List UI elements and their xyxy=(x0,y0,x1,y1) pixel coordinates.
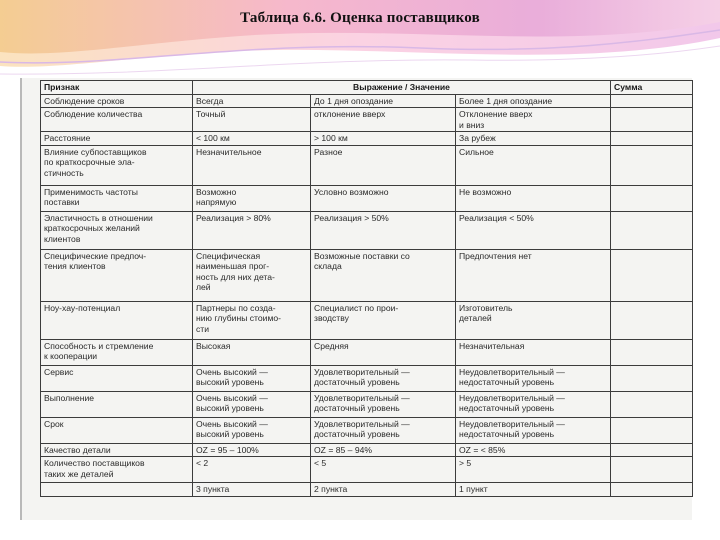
row-value-cell: Предпочтения нет xyxy=(456,249,611,301)
table-row xyxy=(41,145,693,185)
header-feature: Признак xyxy=(41,81,193,95)
table-row xyxy=(41,185,693,211)
row-sum-cell xyxy=(611,443,693,457)
row-value-cell: Неудовлетворительный — недостаточный уровень xyxy=(456,417,611,443)
row-sum-cell xyxy=(611,145,693,185)
scan-left-edge xyxy=(20,78,22,520)
row-feature-cell: Выполнение xyxy=(41,391,193,417)
row-sum-cell xyxy=(611,94,693,108)
row-sum-cell xyxy=(611,211,693,249)
points-cell: 2 пункта xyxy=(311,483,456,497)
row-feature-cell: Расстояние xyxy=(41,132,193,146)
row-value-cell: Более 1 дня опоздание xyxy=(456,94,611,108)
table-row xyxy=(41,443,693,457)
row-feature-cell: Ноу-хау-потенциал xyxy=(41,301,193,339)
row-value-cell: Реализация > 50% xyxy=(311,211,456,249)
row-value-cell: OZ = 95 – 100% xyxy=(193,443,311,457)
row-value-cell: Неудовлетворительный — недостаточный уровень xyxy=(456,365,611,391)
row-value-cell: Удовлетворительный — достаточный уровень xyxy=(311,365,456,391)
row-value-cell: Средняя xyxy=(311,339,456,365)
row-feature-cell: Специфические предпоч- тения клиентов xyxy=(41,249,193,301)
row-value-cell: > 100 км xyxy=(311,132,456,146)
table-row xyxy=(41,339,693,365)
table-row xyxy=(41,365,693,391)
row-value-cell: За рубеж xyxy=(456,132,611,146)
row-sum-cell xyxy=(611,185,693,211)
table-row xyxy=(41,211,693,249)
row-value-cell: Сильное xyxy=(456,145,611,185)
row-value-cell: Удовлетворительный — достаточный уровень xyxy=(311,391,456,417)
row-feature-cell: Способность и стремление к кооперации xyxy=(41,339,193,365)
row-value-cell: Неудовлетворительный — недостаточный уровень xyxy=(456,391,611,417)
row-sum-cell xyxy=(611,249,693,301)
row-sum-cell xyxy=(611,301,693,339)
table-row xyxy=(41,301,693,339)
table-body xyxy=(41,94,693,497)
table-row xyxy=(41,108,693,132)
row-feature-cell: Срок xyxy=(41,417,193,443)
row-value-cell: Реализация < 50% xyxy=(456,211,611,249)
table-row xyxy=(41,249,693,301)
table-row xyxy=(41,417,693,443)
points-cell: 1 пункт xyxy=(456,483,611,497)
row-value-cell: < 100 км xyxy=(193,132,311,146)
table-row xyxy=(41,132,693,146)
row-value-cell: OZ = 85 – 94% xyxy=(311,443,456,457)
row-value-cell: < 2 xyxy=(193,457,311,483)
header-sum: Сумма xyxy=(611,81,693,95)
table-header-row xyxy=(41,81,693,95)
row-value-cell: Незначительное xyxy=(193,145,311,185)
row-feature-cell: Применимость частоты поставки xyxy=(41,185,193,211)
points-empty-cell xyxy=(41,483,193,497)
header-expression: Выражение / Значение xyxy=(193,81,611,95)
row-feature-cell: Влияние субпоставщиков по краткосрочные эла- стичность xyxy=(41,145,193,185)
row-value-cell: отклонение вверх xyxy=(311,108,456,132)
row-value-cell: Специалист по прои- зводству xyxy=(311,301,456,339)
row-value-cell: Возможно напрямую xyxy=(193,185,311,211)
row-sum-cell xyxy=(611,391,693,417)
row-value-cell: Отклонение вверх и вниз xyxy=(456,108,611,132)
row-value-cell: Удовлетворительный — достаточный уровень xyxy=(311,417,456,443)
row-value-cell: < 5 xyxy=(311,457,456,483)
points-sum-cell xyxy=(611,483,693,497)
row-value-cell: Очень высокий — высокий уровень xyxy=(193,365,311,391)
points-cell: 3 пункта xyxy=(193,483,311,497)
row-value-cell: Очень высокий — высокий уровень xyxy=(193,417,311,443)
row-value-cell: Высокая xyxy=(193,339,311,365)
row-value-cell: Изготовитель деталей xyxy=(456,301,611,339)
supplier-evaluation-table xyxy=(40,80,693,497)
row-feature-cell: Качество детали xyxy=(41,443,193,457)
row-value-cell: Не возможно xyxy=(456,185,611,211)
row-value-cell: Незначительная xyxy=(456,339,611,365)
row-value-cell: Точный xyxy=(193,108,311,132)
row-sum-cell xyxy=(611,417,693,443)
table-row xyxy=(41,457,693,483)
row-value-cell: > 5 xyxy=(456,457,611,483)
slide-title: Таблица 6.6. Оценка поставщиков xyxy=(240,10,480,26)
row-feature-cell: Эластичность в отношении краткосрочных желаний клиентов xyxy=(41,211,193,249)
row-feature-cell: Соблюдение количества xyxy=(41,108,193,132)
table-row xyxy=(41,94,693,108)
row-value-cell: Реализация > 80% xyxy=(193,211,311,249)
row-value-cell: Разное xyxy=(311,145,456,185)
row-value-cell: Всегда xyxy=(193,94,311,108)
row-value-cell: Партнеры по созда- нию глубины стоимо- сти xyxy=(193,301,311,339)
row-feature-cell: Соблюдение сроков xyxy=(41,94,193,108)
row-sum-cell xyxy=(611,457,693,483)
row-sum-cell xyxy=(611,339,693,365)
row-value-cell: Условно возможно xyxy=(311,185,456,211)
row-sum-cell xyxy=(611,132,693,146)
row-sum-cell xyxy=(611,365,693,391)
points-row xyxy=(41,483,693,497)
row-value-cell: Очень высокий — высокий уровень xyxy=(193,391,311,417)
row-value-cell: OZ = < 85% xyxy=(456,443,611,457)
row-value-cell: Возможные поставки со склада xyxy=(311,249,456,301)
row-value-cell: До 1 дня опоздание xyxy=(311,94,456,108)
row-feature-cell: Сервис xyxy=(41,365,193,391)
table-row xyxy=(41,391,693,417)
row-value-cell: Специфическая наименьшая прог- ность для них дета- лей xyxy=(193,249,311,301)
row-sum-cell xyxy=(611,108,693,132)
row-feature-cell: Количество поставщиков таких же деталей xyxy=(41,457,193,483)
